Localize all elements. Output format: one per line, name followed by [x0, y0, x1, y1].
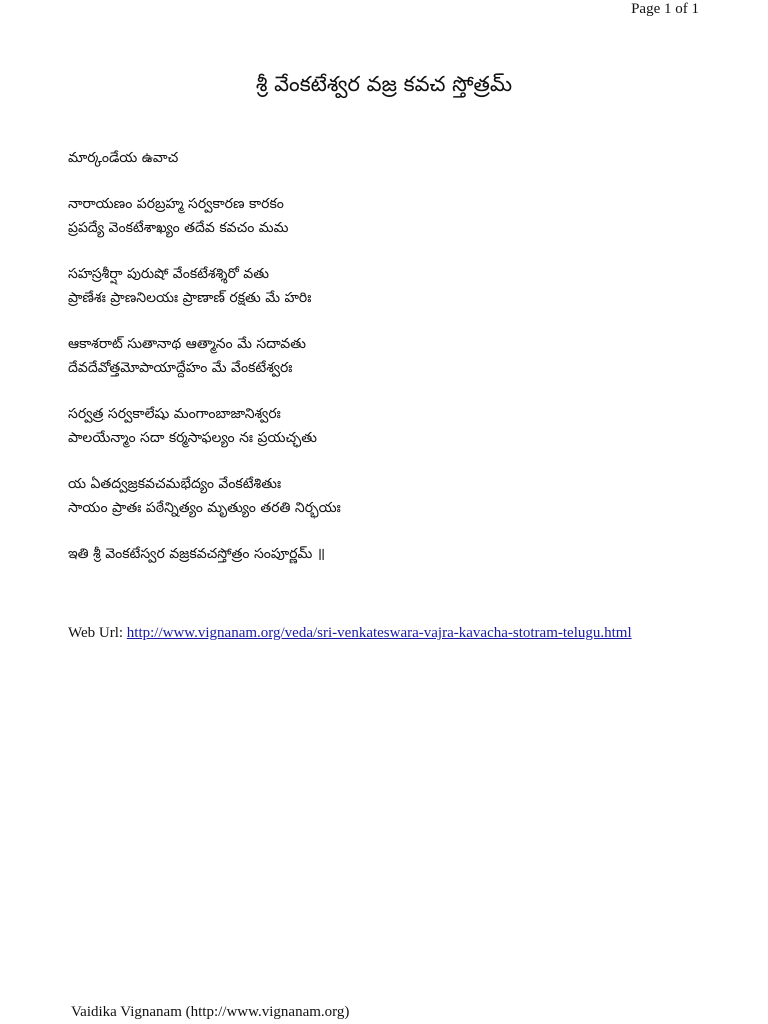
stanza-4-line-1: సర్వత్ర సర్వకాలేషు మంగాంబాజానిశ్వరః	[68, 406, 281, 422]
stanza-3-line-1: ఆకాశరాట్ సుతానాథ ఆత్మానం మే సదావతు	[68, 336, 306, 352]
document-title: శ్రీ వేంకటేశ్వర వజ్ర కవచ స్తోత్రమ్	[255, 72, 513, 96]
stanza-gap	[68, 520, 708, 542]
web-url-line	[68, 623, 632, 643]
page-number: Page 1 of 1	[631, 1, 699, 17]
stanza-4-line-2: పాలయేన్మాం సదా కర్మసాఫల్యం నః ప్రయచ్ఛతు	[68, 430, 317, 446]
stanza-gap	[68, 240, 708, 262]
stanza-1-line-2: ప్రపద్యే వెంకటేశాఖ్యం తదేవ కవచం మమ	[68, 220, 289, 236]
stanza-3-line-2: దేవదేవోత్తమోపాయాద్దేహం మే వేంకటేశ్వరః	[68, 360, 293, 376]
intro-line: మార్కండేయ ఉవాచ	[68, 150, 179, 166]
stanza-2-line-1: సహస్రశీర్షా పురుషో వేంకటేశశ్శిరో వతు	[68, 266, 269, 282]
stanza-1-line-1: నారాయణం పరబ్రహ్మ సర్వకారణ కారకం	[68, 196, 284, 212]
stanza-2-line-2: ప్రాణేశః ప్రాణనిలయః ప్రాణాణ్ రక్షతు మే హరిః	[68, 290, 312, 306]
stanza-5-line-1: య ఏతద్వజ్రకవచమభేద్యం వేంకటేశితుః	[68, 476, 282, 492]
web-url-link[interactable]: http://www.vignanam.org/veda/sri-venkateswara-vajra-kavacha-stotram-telugu.html	[126, 625, 632, 641]
stanza-gap	[68, 310, 708, 332]
stanza-gap	[68, 170, 708, 192]
stanza-gap	[68, 450, 708, 472]
web-url-label: Web Url:	[68, 625, 124, 641]
closing-line: ఇతి శ్రీ వెంకటేస్వర వజ్రకవచస్తోత్రం సంపూర్ణమ్ ॥	[68, 546, 326, 562]
footer-text: Vaidika Vignanam (http://www.vignanam.org)	[71, 1004, 350, 1020]
stanza-5-line-2: సాయం ప్రాతః పఠేన్నిత్యం మృత్యుం తరతి నిర్భయః	[68, 500, 341, 516]
stanza-gap	[68, 380, 708, 402]
document-body	[68, 146, 708, 566]
